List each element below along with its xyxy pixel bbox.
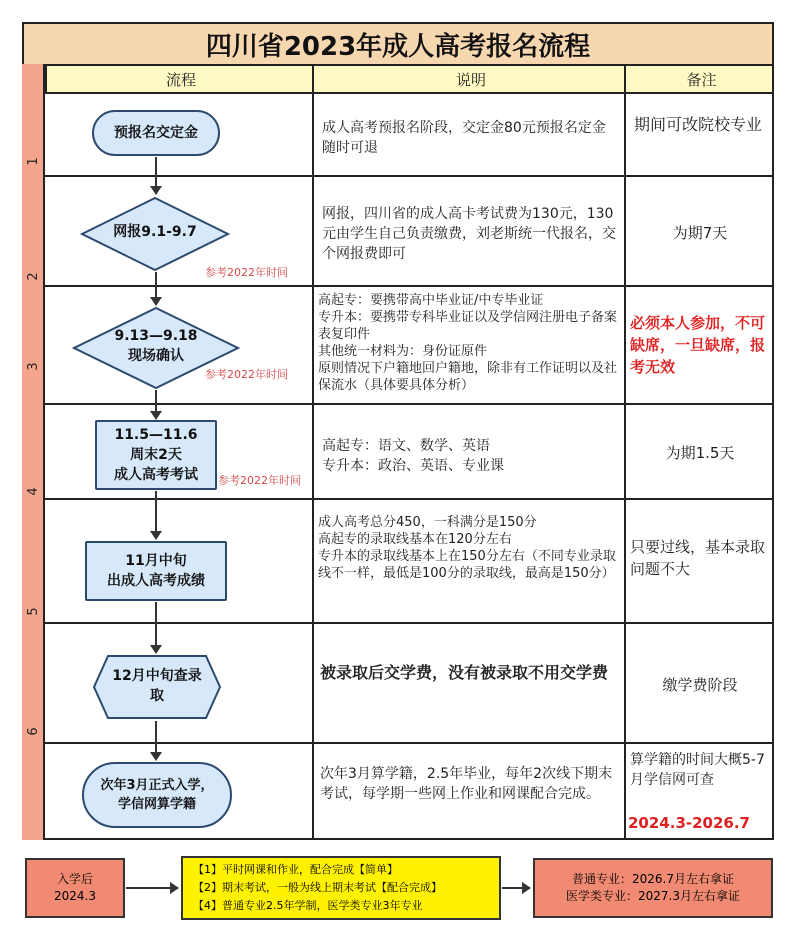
description-6: 被录取后交学费，没有被录取不用交学费	[320, 663, 609, 682]
bottom-arrowhead-1	[170, 882, 179, 894]
bottom-arrow-2	[502, 887, 524, 889]
flow-node-onsite-confirm: 9.13—9.18 现场确认	[114, 328, 198, 364]
header-description: 说明	[455, 70, 486, 89]
bottom-mid-line1: 【1】平时网课和作业，配合完成【简单】	[193, 863, 398, 876]
note-1: 期间可改院校专业	[634, 115, 763, 134]
description-3: 高起专：要携带高中毕业证/中专毕业证 专升本：要携带专科毕业证以及学信网注册电子备案表复印件 其他统一材料为：身份证原件 原则情况下户籍地回户籍地，除非有工作证明以及社保流水（具体要具体分析）	[318, 293, 618, 393]
row-index-5: 5	[26, 607, 41, 616]
bottom-box-certificate	[533, 858, 773, 918]
flow-node-enrollment: 次年3月正式入学，学信网算学籍	[82, 762, 232, 828]
note-5: 只要过线，基本录取问题不大	[630, 538, 766, 578]
row-index-4: 4	[26, 487, 41, 496]
page-title: 四川省2023年成人高考报名流程	[22, 22, 774, 66]
note-3-warning: 必须本人参加，不可缺席，一旦缺席，报考无效	[630, 314, 766, 376]
flow-node-score: 11月中旬 出成人高考成绩	[85, 541, 227, 601]
flow-arrow	[155, 272, 157, 298]
flow-arrowhead	[150, 752, 162, 761]
row-index-1: 1	[26, 157, 41, 166]
bottom-arrowhead-2	[522, 882, 531, 894]
flow-arrowhead	[150, 531, 162, 540]
note-2: 为期7天	[672, 224, 728, 242]
bottom-mid-line2: 【2】期末考试，一般为线上期末考试【配合完成】	[193, 881, 442, 894]
flow-arrowhead	[150, 297, 162, 306]
header-notes: 备注	[686, 70, 717, 89]
note-4: 为期1.5天	[665, 444, 735, 462]
reference-note-2: 参考2022年时间	[205, 266, 288, 279]
row-index-3: 3	[26, 362, 41, 371]
flow-arrow	[155, 157, 157, 187]
header-process: 流程	[165, 70, 196, 89]
bottom-left-line2: 2024.3	[54, 889, 96, 903]
flow-node-prereg: 预报名交定金	[92, 110, 220, 156]
description-1: 成人高考预报名阶段，交定金80元预报名定金随时可退	[322, 120, 606, 156]
description-7: 次年3月算学籍，2.5年毕业，每年2次线下期末考试，每学期一些网上作业和网课配合完成。	[320, 766, 613, 802]
flow-arrowhead	[150, 186, 162, 195]
note-7: 算学籍的时间大概5-7月学信网可查	[630, 752, 765, 788]
description-2: 网报，四川省的成人高卡考试费为130元，130元由学生自己负责缴费，刘老斯统一代报名，交个网报费即可	[322, 206, 616, 262]
note-7-period: 2024.3-2026.7	[628, 814, 750, 832]
flow-arrowhead	[150, 645, 162, 654]
flow-arrow	[155, 721, 157, 753]
description-4: 高起专：语文、数学、英语 专升本：政治、英语、专业课	[322, 438, 504, 474]
index-column	[22, 64, 45, 840]
bottom-arrow-1	[126, 887, 172, 889]
reference-note-4: 参考2022年时间	[218, 474, 301, 487]
reference-note-3: 参考2022年时间	[205, 368, 288, 381]
row-index-6: 6	[26, 727, 41, 736]
flow-node-admission: 12月中旬查录取	[112, 668, 202, 704]
bottom-mid-line3: 【4】普通专业2.5年学制，医学类专业3年专业	[193, 899, 423, 912]
bottom-right-line1: 普通专业：2026.7月左右拿证	[572, 872, 734, 886]
bottom-right-line2: 医学类专业：2027.3月左右拿证	[566, 889, 740, 903]
flow-arrow	[155, 390, 157, 412]
bottom-left-line1: 入学后	[56, 872, 93, 886]
flow-arrowhead	[150, 411, 162, 420]
bottom-box-enrollment	[25, 858, 125, 918]
description-5: 成人高考总分450，一科满分是150分 高起专的录取线基本在120分左右 专升本的录取线基本上在150分左右（不同专业录取线不一样，最低是100分的录取线，最高是150分）	[318, 515, 616, 581]
flow-arrow	[155, 602, 157, 646]
note-6: 缴学费阶段	[662, 676, 738, 694]
flow-node-exam: 11.5—11.6 周末2天 成人高考考试	[95, 420, 217, 490]
bottom-box-study	[181, 856, 501, 920]
row-index-2: 2	[26, 272, 41, 281]
flow-arrow	[155, 491, 157, 532]
table-header	[45, 64, 774, 94]
flow-node-online-reg: 网报9.1-9.7	[113, 224, 197, 240]
